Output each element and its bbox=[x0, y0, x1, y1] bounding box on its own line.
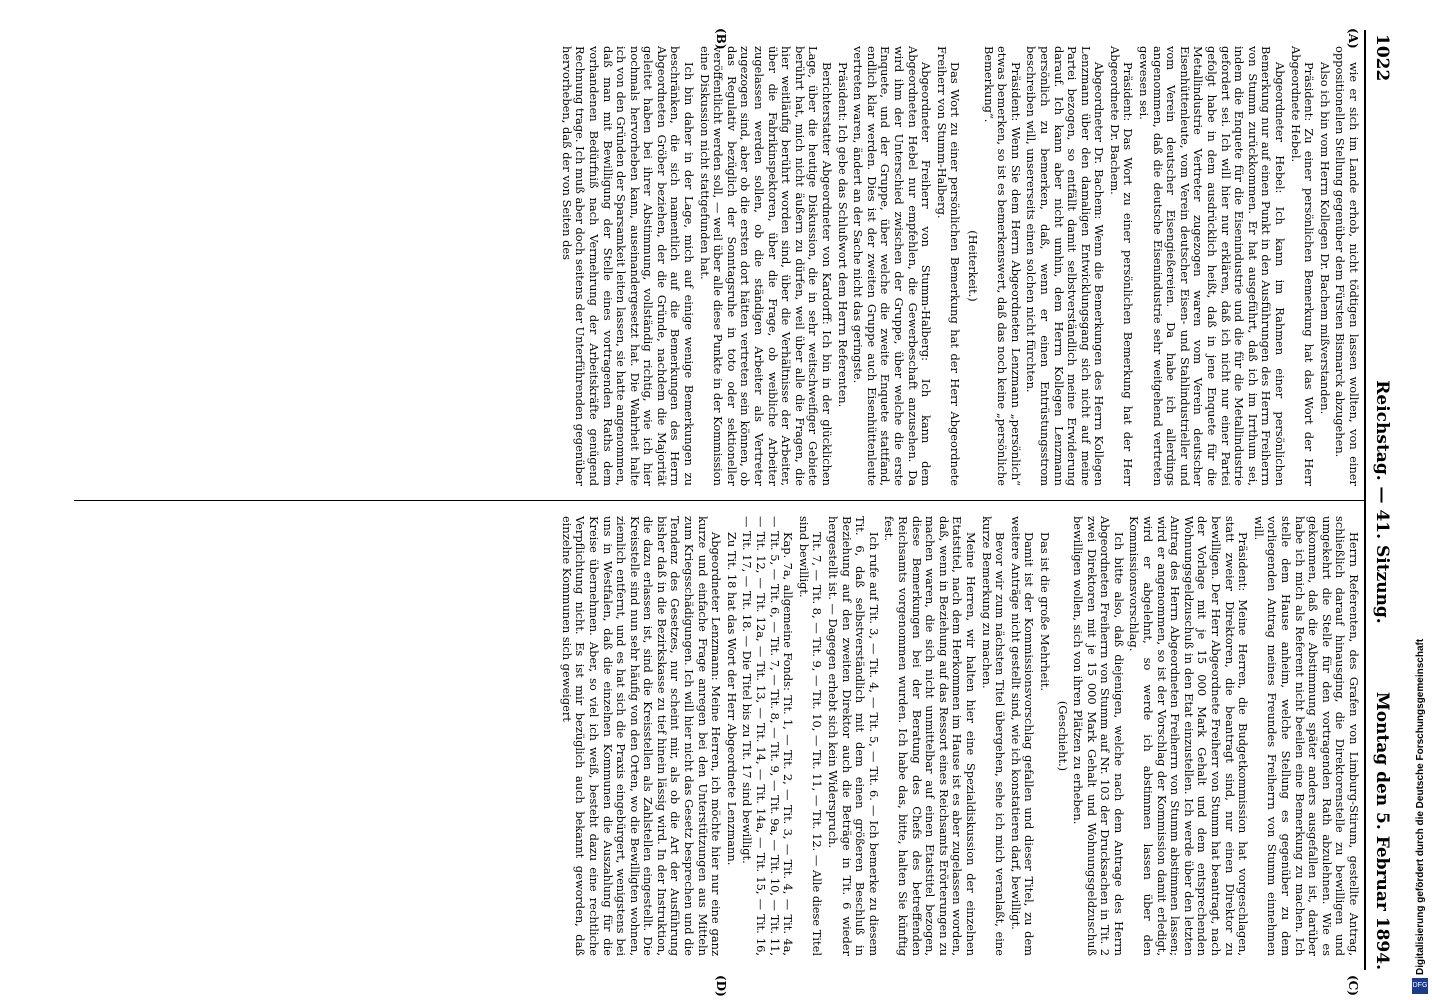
paragraph: Berichterstatter Abgeordneter von Kardorff: Ich bin in der glücklichen Lage, über die heutige Diskussion, die in sehr weitschweifiger Gebiete berührt hat, mich nicht äußern zu dürfen, weil über alle die Fragen, die hier weitläufig berührt worden sind, über die Verhältnisse der Arbeiter, über die Fabrikinspektoren, über die Frage, ob weibliche Arbeiter zugelassen werden sollen, ob die ständigen Arbeiter als Vertreter zugezogen sind, aber ob die ersten dort hätten vertreten sein können, ob das Regulativ bezüglich der Sonntagsruhe in toto oder sektioneller veröffentlicht werden soll, — weil über alle diese Punkte in der Kommission eine Diskussion nicht stattgefunden hat. bbox=[697, 46, 835, 486]
paragraph: Präsident: Ich gebe das Schlußwort dem Herrn Referenten. bbox=[835, 62, 850, 408]
paragraph: wie er sich im Lande erhob, nicht tödtigen lassen wollten, von einer oppositionellen Stellung gegenüber dem Fürsten Bismarck abzugehen. bbox=[1333, 46, 1361, 486]
paragraph: Abgeordneter Lenzmann: Meine Herren, ich möchte hier nur eine ganz kurze und einfache Frage anregen bei den Unterstützungen aus Mitteln zum Kriegsschädigungen. Ich will hier nicht das Gesetz besprechen und die Tendenz des Gesetzes, nur scheint mir, als ob die Art der Ausführung bisher daß in die Bezirkskasse zu tief hinein lässig wird. In der Instruktion, die dazu erlassen ist, sind die Kreisstellen als Zahlstellen eingestellt. Die Kreisstelle sind nun sehr häufig von den Orten, wo die Bewilligten wohnen, ziemlich entfernt, und es hat sich die Praxis eingebürgert, wenigstens bei uns in Westfalen, daß die einzelnen Kommunen die Auszahlung für die Kreise übernehmen. Aber, so viel ich weiß, besteht dazu eine rechtliche Verpflichtung nicht. Es ist mir bezüglich auch bekannt geworden, daß einzelne Kommunen sich geweigert bbox=[559, 516, 724, 956]
paragraph: (Geschieht.) bbox=[1055, 700, 1070, 772]
paragraph: Präsident: Das Wort zu einer persönlichen Bemerkung hat der Herr Abgeordnete Dr. Bachem. bbox=[1107, 46, 1136, 486]
paragraph: Ich rufe auf Tit. 3, — Tit. 4, — Tit. 5, — Tit. 6. — Ich bemerke zu diesem Tit. 6, daß selbstverständlich mit dem einen größeren Beschluß in Beziehung auf den zweiten Direktor auch die Beträge in Tit. 6 wieder hergestellt ist. — Dagegen erhebt sich kein Widerspruch. bbox=[826, 516, 881, 956]
left-column bbox=[557, 46, 1360, 486]
paragraph: Tit. 7, — Tit. 8, — Tit. 9, — Tit. 10, — Tit. 11, — Tit. 12. — Alle diese Titel sind bewilligt. bbox=[796, 516, 825, 956]
column-divider bbox=[74, 500, 1364, 501]
paragraph: Ich bin daher in der Lage, mich auf einige wenige Bemerkungen zu beschränken, die sich namentlich auf die Bemerkungen des Herrn Abgeordneten Gröber beziehen, der die Gründe, nachdem die Majorität geleitet haben bei ihrer Abstimmung, vollständig richtig, wie ich hier nochmals hervorheben kann, auseinandergesetzt hat. Die Wahrheit halte ich von den Gründen der Sparsamkeit leiten lassen, sie hatte angenommen, daß man mit Bewilligung der Stelle eines vortragenden Raths dem vorhandenen Bedürfniß nach Vermehrung der Arbeitskräfte genügend Rechnung trage. Ich muß aber doch seitens der Unterführenden gegenüber hervorheben, daß der von Seiten des bbox=[559, 46, 697, 486]
margin-marker-b: (B) bbox=[714, 28, 728, 50]
paragraph: Bevor wir zum nächsten Titel übergehen, sehe ich mich veranlaßt, eine kurze Bemerkung zu machen. bbox=[979, 516, 1008, 956]
margin-marker-d: (D) bbox=[714, 975, 728, 997]
dfg-logo-icon: DFG bbox=[1412, 978, 1428, 994]
paragraph: Damit ist der Kommissionsvorschlag gefallen und dieser Titel, zu dem weitere Anträge nicht gestellt sind, wie ich konstatieren darf, bewilligt. bbox=[1008, 516, 1037, 956]
paragraph: Zu Tit. 18 hat das Wort der Herr Abgeordnete Lenzmann. bbox=[724, 532, 739, 866]
paragraph: Ich bitte also, daß diejenigen, welche nach dem Antrage des Herrn Abgeordneten Freiherrn von Stumm auf Nr. 103 der Drucksachen in Tit. 2 zwei Direktoren mit je 15 000 Mark Gehalt und Wohnungsgeldzuschuß bewilligen wollen, sich von ihren Plätzen zu erheben. bbox=[1071, 516, 1126, 956]
paragraph: Das Wort zu einer persönlichen Bemerkung hat der Herr Abgeordnete Freiherr von Stumm-Halberg. bbox=[934, 46, 963, 486]
header-title: Reichstag. — 41. Sitzung. bbox=[1372, 380, 1392, 624]
margin-marker-a: (A) bbox=[1346, 28, 1360, 49]
paragraph: Das ist die große Mehrheit. bbox=[1037, 532, 1052, 692]
paragraph: (Heiterkeit.) bbox=[965, 230, 980, 302]
digitization-credit bbox=[1409, 0, 1432, 1000]
paragraph: Abgeordneter Hebel: Ich kann im Rahmen einer persönlichen Bemerkung nur auf einen Punkt in den Ausführungen des Herrn Freiherrn von Stumm zurückkommen. Er hat ausgeführt, daß ich im Irrthum sei, indem die Enquete für die Eisenindustrie und die für die Metallindustrie gefordert sei. Ich will hier nur erklären, daß ich nicht nur einer Partei gefolgt habe in dem ausdrücklich heißt, daß in jene Enquete für die Metallindustrie Vertreter zugezogen waren vom Verein deutscher Eisenhüttenleute, vom Verein deutscher Eisen- und Stahlindustrieller und vom Verein deutscher Eisengießereien. Da habe ich allerdings angenommen, daß die deutsche Eisenindustrie sehr weitgehend vertreten gewesen sei. bbox=[1137, 46, 1288, 486]
digitization-note: Digitalisierung gefördert durch die Deutsche Forschungsgemeinschaft bbox=[1415, 638, 1426, 975]
paragraph: Also ich bin vom Herrn Kollegen Dr. Bachem mißverstanden. bbox=[1317, 62, 1332, 415]
paragraph: Herrn Referenten, des Grafen von Limburg-Stirum, gestellte Antrag, schließlich darauf hinausging, die Direktorenstelle zu bewilligen und umgekehrt die Stelle für den vortragenden Rath abzulehnen. Wie es gekommen, daß die Abstimmung später anders ausgefallen ist, darüber habe ich mich als Referent nicht beeilen eine Bemerkung zu machen. Ich stelle dem Hause anheim, welche Stellung es gegenüber zu dem vorliegenden Antrag meines Freundes Freiherrn von Stumm einnehmen will. bbox=[1251, 516, 1361, 956]
paragraph: Meine Herren, wir halten hier eine Spezialdiskussion der einzelnen Etatstitel, nach dem Herkommen im Hause ist es aber zugelassen worden, daß, wenn in Beziehung auf das Ressort eines Reichsamts Erörterungen zu machen waren, die sich nicht unmittelbar auf einen Etatstitel bezogen, diese Bemerkungen bei der Beratung des Chefs des betreffenden Reichsamts vorgenommen wurden. Ich habe das, bitte, halten Sie künftig fest. bbox=[882, 516, 978, 956]
paragraph: Abgeordneter Freiherr von Stumm-Halberg: Ich kann dem Abgeordneten Hebel nur empfehlen, die Gewerbeschaft anzusehen. Da wird ihm der Unterschied zwischen der Gruppe, über welche die erste Enquete, und der Gruppe, über welche die zweite Enquete stattfand, endlich klar werden. Dies ist der zweiten Gruppe auch Eisenhüttenleute vertreten waren, ändert an der Sache nicht das geringste. bbox=[851, 46, 934, 486]
paragraph: Präsident: Wenn Sie dem Herrn Abgeordneten Lenzmann „persönlich“ etwas bemerken, so ist es bemerkenswert, daß das noch keine „persönliche Bemerkung“. bbox=[981, 46, 1023, 486]
paragraph: Präsident: Zu einer persönlichen Bemerkung hat das Wort der Herr Abgeordnete Hebel. bbox=[1288, 46, 1317, 486]
margin-marker-c: (C) bbox=[1346, 975, 1360, 996]
paragraph: Abgeordneter Dr. Bachem: Wenn die Bemerkungen des Herrn Kollegen Lenzmann über den damaligen Entwicklungsgang sich nicht auf meine Partei bezogen, so entfällt damit selbstverständlich meine Erwiderung darauf. Ich kann aber nicht umhin, dem Herrn Kollegen Lenzmann persönlich zu bemerken, daß, wenn er einen Entrüstungsstrom beschreiben will, unsererseits einen solchen nicht fürchten. bbox=[1024, 46, 1107, 486]
page-header bbox=[1370, 34, 1392, 970]
paragraph: Kap. 7a, allgemeine Fonds: Tit. 1, — Tit. 2, — Tit. 3, — Tit. 4, — Tit. 4a, — Tit. 5, — Tit. 6, — Tit. 7, — Tit. 8, — Tit. 9, — Tit. 9a, — Tit. 10, — Tit. 11, — Tit. 12, — Tit. 12a, — Tit. 13, — Tit. 14, — Tit. 14a, — Tit. 15, — Tit. 16, — Tit. 17, — Tit. 18. — Die Titel bis zu Tit. 17 sind bewilligt. bbox=[740, 516, 796, 956]
paragraph: Präsident: Meine Herren, die Budgetkommission hat vorgeschlagen, statt zweier Direktoren, die beantragt sind, nur einen Direktor zu bewilligen. Der Herr Abgeordnete Freiherr von Stumm hat beantragt, nach der Vorlage mit je 15 000 Mark Gehalt und dem entsprechenden Wohnungsgeldzuschuß in den Etat einzustellen. Ich werde über den letzten Antrag des Herrn Abgeordneten Freiherrn von Stumm abstimmen lassen; wird er angenommen, so ist der Vorschlag der Kommission damit erledigt, wird er abgelehnt, so werde ich abstimmen lassen über den Kommissionsvorschlag. bbox=[1127, 516, 1251, 956]
header-rule bbox=[1364, 30, 1366, 970]
header-date: Montag den 5. Februar 1894. bbox=[1372, 691, 1392, 970]
right-column bbox=[557, 516, 1360, 956]
page-number: 1022 bbox=[1372, 34, 1392, 82]
